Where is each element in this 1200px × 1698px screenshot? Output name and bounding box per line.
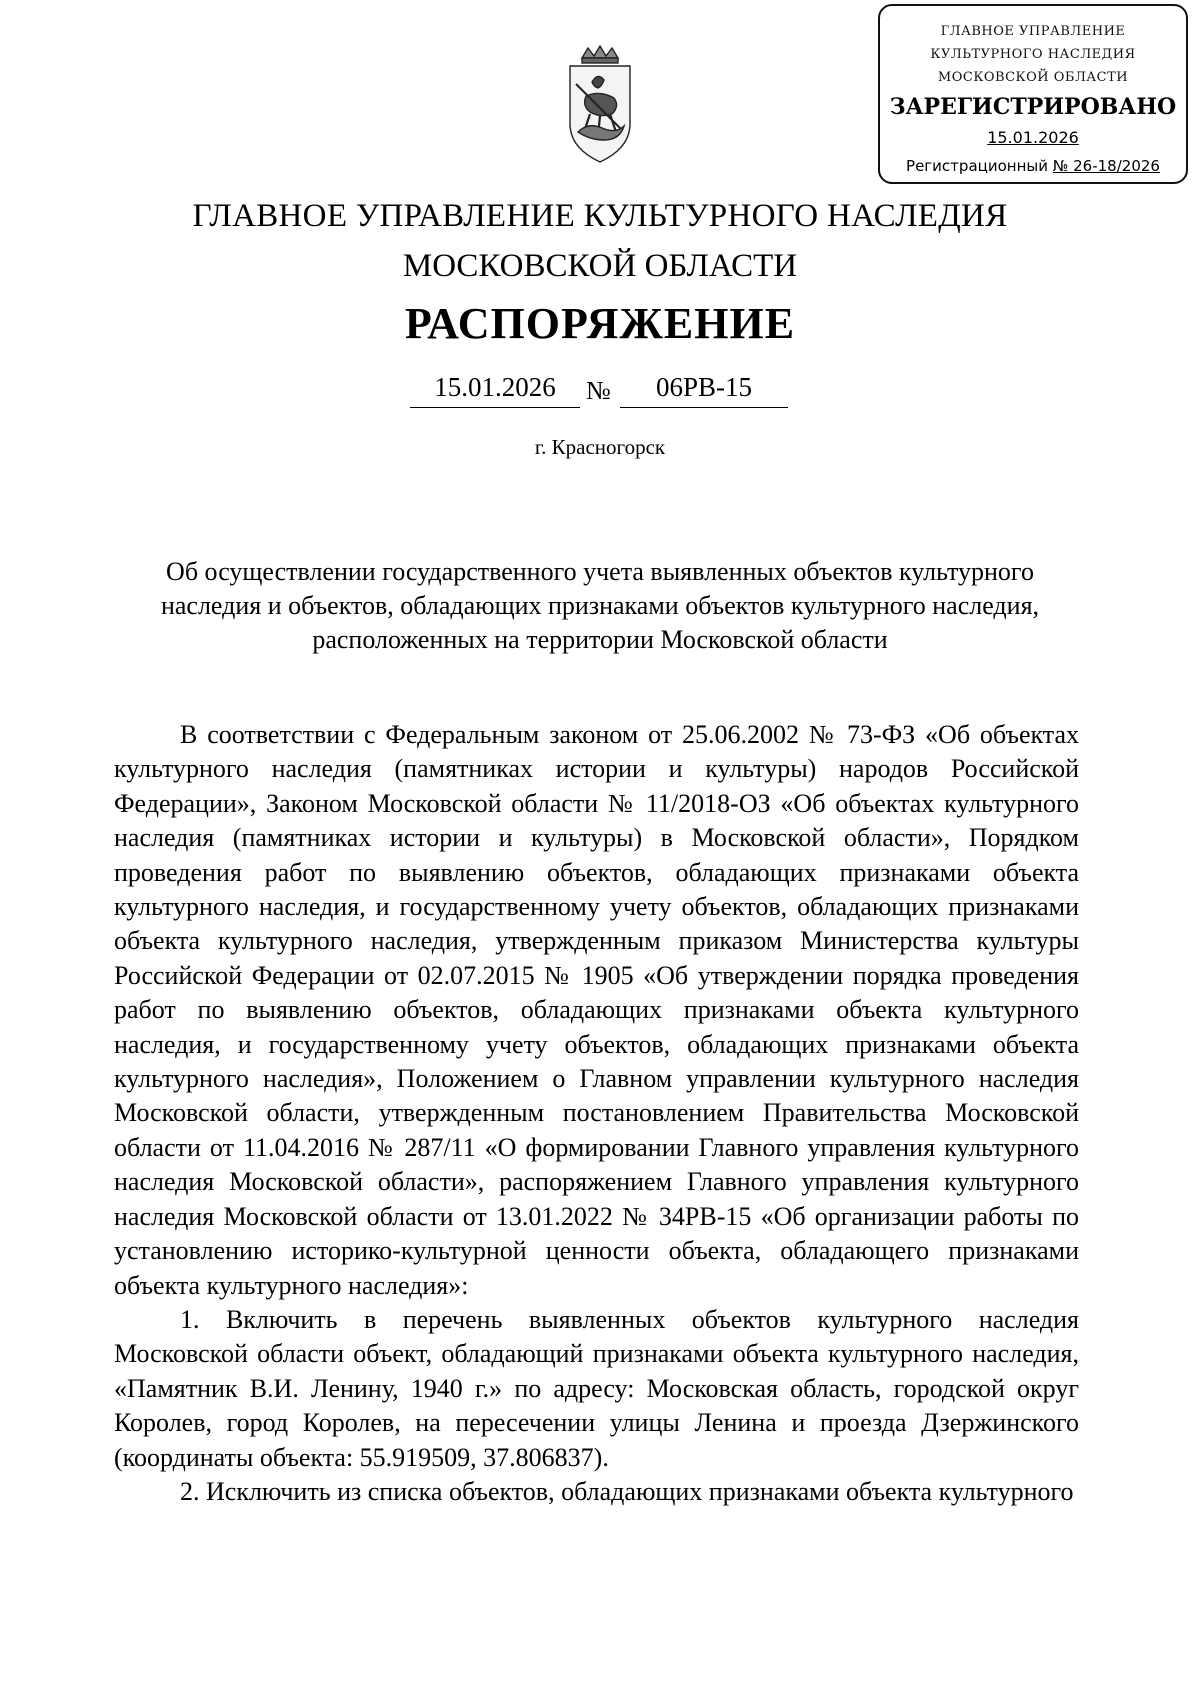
stamp-reg-number — [880, 155, 1186, 177]
document-subject: Об осуществлении государственного учета выявленных объектов культурного наследия и объектов, обладающих признаками объектов культурного наследия, расположенных на территории Московской области — [160, 557, 1040, 654]
stamp-status: ЗАРЕГИСТРИРОВАНО — [889, 94, 1177, 120]
stamp-reg-label: Регистрационный — [906, 157, 1048, 175]
coat-of-arms-icon — [552, 44, 648, 172]
number-sign: № — [586, 376, 611, 405]
clause-paragraph-2: 2. Исключить из списка объектов, обладающих признаками объекта культурного — [180, 1476, 1074, 1506]
stamp-date: 15.01.2026 — [987, 128, 1079, 147]
document-body — [114, 718, 1079, 1509]
document-type-title: РАСПОРЯЖЕНИЕ — [404, 299, 796, 348]
stamp-org-line-3: МОСКОВСКОЙ ОБЛАСТИ — [937, 70, 1129, 85]
preamble-paragraph: В соответствии с Федеральным законом от 25.06.2002 № 73-ФЗ «Об объектах культурного наследия (памятниках истории и культуры) народов Российской Федерации», Законом Московской области № 11/2018-ОЗ «Об объектах культурного наследия (памятниках истории и культуры) в Московской области», Порядком проведения работ по выявлению объектов, обладающих признаками объекта культурного наследия, и государственному учету объектов, обладающих признаками объекта культурного наследия, утвержденным приказом Министерства культуры Российской Федерации от 02.07.2015 № 1905 «Об утверждении порядка проведения работ по выявлению объектов, обладающих признаками объекта культурного наследия, и государственному учету объектов, обладающих признаками объекта культурного наследия», Положением о Главном управлении культурного наследия Московской области, утвержденным постановлением Правительства Московской области от 11.04.2016 № 287/11 «О формировании Главного управления культурного наследия Московской области», распоряжением Главного управления культурного наследия Московской области от 13.01.2022 № 34РВ-15 «Об организации работы по установлению историко-культурной ценности объекта, обладающего признаками объекта культурного наследия»: — [114, 720, 1079, 1300]
stamp-org-line-1: ГЛАВНОЕ УПРАВЛЕНИЕ — [940, 24, 1126, 39]
clause-paragraph-1: 1. Включить в перечень выявленных объектов культурного наследия Московской области объект, обладающий признаками объекта культурного наследия, «Памятник В.И. Ленину, 1940 г.» по адресу: Московская область, городской округ Королев, город Королев, на пересечении улицы Ленина и проезда Дзержинского (координаты объекта: 55.919509, 37.806837). — [114, 1304, 1079, 1472]
org-name-line-2: МОСКОВСКОЙ ОБЛАСТИ — [402, 248, 798, 284]
stamp-reg-value: № 26-18/2026 — [1052, 157, 1160, 175]
date-number-line — [410, 372, 790, 412]
org-name-line-1: ГЛАВНОЕ УПРАВЛЕНИЕ КУЛЬТУРНОГО НАСЛЕДИЯ — [192, 198, 1008, 234]
stamp-org-line-2: КУЛЬТУРНОГО НАСЛЕДИЯ — [930, 47, 1136, 62]
document-number: 06РВ-15 — [620, 372, 788, 408]
city: г. Красногорск — [534, 435, 666, 459]
registration-stamp — [878, 4, 1188, 184]
document-date: 15.01.2026 — [410, 372, 580, 408]
